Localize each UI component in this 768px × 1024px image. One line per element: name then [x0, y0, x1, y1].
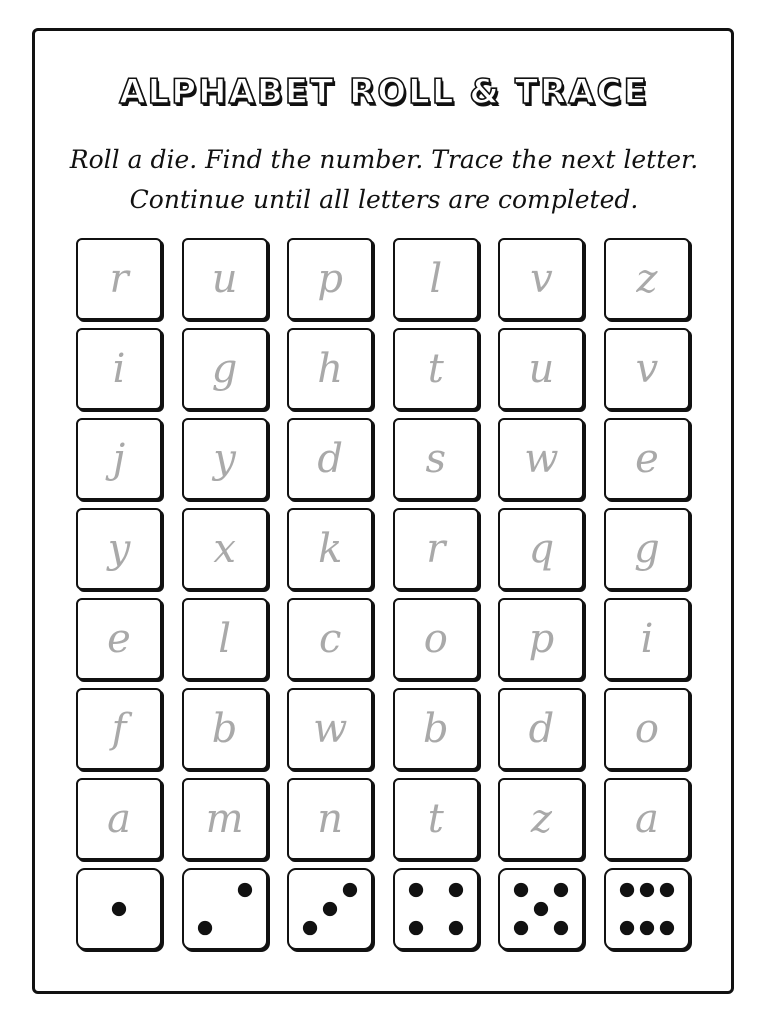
pip — [237, 883, 251, 897]
letter-box[interactable] — [182, 688, 268, 770]
letter-box[interactable] — [604, 508, 690, 590]
trace-letter: n — [317, 796, 344, 842]
letter-grid — [76, 238, 690, 860]
dice-row — [76, 868, 690, 950]
letter-box[interactable] — [76, 688, 162, 770]
letter-box[interactable] — [393, 328, 479, 410]
die-face-5 — [498, 868, 584, 950]
die-face-2 — [182, 868, 268, 950]
trace-letter: p — [528, 616, 555, 662]
trace-letter: t — [427, 796, 444, 842]
die-pips — [78, 870, 160, 948]
trace-letter: k — [318, 526, 343, 572]
letter-box[interactable] — [393, 508, 479, 590]
trace-letter: e — [635, 436, 659, 482]
letter-box[interactable] — [76, 418, 162, 500]
letter-box[interactable] — [182, 508, 268, 590]
pip — [514, 921, 528, 935]
letter-box[interactable] — [393, 238, 479, 320]
letter-box[interactable] — [604, 778, 690, 860]
trace-letter: l — [218, 616, 231, 662]
letter-box[interactable] — [604, 688, 690, 770]
letter-box[interactable] — [498, 688, 584, 770]
pip — [197, 921, 211, 935]
trace-letter: i — [640, 616, 654, 662]
trace-letter: h — [317, 346, 344, 392]
pip — [449, 883, 463, 897]
trace-letter: w — [524, 436, 559, 482]
letter-box[interactable] — [498, 598, 584, 680]
letter-box[interactable] — [604, 598, 690, 680]
trace-letter: u — [528, 346, 555, 392]
pip — [640, 921, 654, 935]
pip — [640, 883, 654, 897]
letter-box[interactable] — [498, 238, 584, 320]
letter-box[interactable] — [498, 328, 584, 410]
letter-box[interactable] — [604, 418, 690, 500]
pip — [660, 921, 674, 935]
letter-box[interactable] — [76, 238, 162, 320]
trace-letter: z — [530, 796, 552, 842]
trace-letter: x — [213, 526, 236, 572]
page-title: ALPHABET ROLL & TRACE — [119, 72, 649, 112]
instruction-line-2: Continue until all letters are completed. — [129, 185, 639, 214]
die-pips — [395, 870, 477, 948]
trace-letter: r — [109, 256, 129, 302]
pip — [660, 883, 674, 897]
letter-box[interactable] — [287, 238, 373, 320]
letter-box[interactable] — [498, 778, 584, 860]
die-pips — [606, 870, 688, 948]
pip — [554, 921, 568, 935]
letter-box[interactable] — [182, 238, 268, 320]
letter-box[interactable] — [393, 598, 479, 680]
pip — [620, 883, 634, 897]
trace-letter: b — [422, 706, 449, 752]
trace-letter: l — [429, 256, 443, 302]
letter-box[interactable] — [287, 778, 373, 860]
letter-box[interactable] — [287, 418, 373, 500]
pip — [554, 883, 568, 897]
pip — [112, 902, 126, 916]
trace-letter: v — [635, 346, 659, 392]
die-face-6 — [604, 868, 690, 950]
letter-box[interactable] — [498, 418, 584, 500]
trace-letter: e — [107, 616, 131, 662]
letter-box[interactable] — [76, 508, 162, 590]
die-face-3 — [287, 868, 373, 950]
letter-box[interactable] — [182, 328, 268, 410]
trace-letter: c — [318, 616, 342, 662]
pip — [409, 883, 423, 897]
die-pips — [184, 870, 266, 948]
trace-letter: v — [530, 256, 553, 302]
trace-letter: j — [112, 436, 126, 482]
die-face-1 — [76, 868, 162, 950]
die-face-4 — [393, 868, 479, 950]
trace-letter: a — [635, 796, 659, 842]
letter-box[interactable] — [76, 598, 162, 680]
trace-letter: r — [426, 526, 446, 572]
letter-box[interactable] — [287, 688, 373, 770]
instruction-line-1: Roll a die. Find the number. Trace the next letter. — [69, 145, 699, 174]
trace-letter: b — [211, 706, 238, 752]
pip — [303, 921, 317, 935]
pip — [409, 921, 423, 935]
pip — [323, 902, 337, 916]
pip — [620, 921, 634, 935]
trace-letter: a — [107, 796, 131, 842]
trace-letter: q — [528, 526, 555, 572]
trace-letter: o — [423, 616, 448, 662]
letter-box[interactable] — [393, 688, 479, 770]
pip — [514, 883, 528, 897]
trace-letter: g — [634, 526, 660, 572]
die-pips — [289, 870, 371, 948]
letter-box[interactable] — [182, 418, 268, 500]
letter-box[interactable] — [182, 778, 268, 860]
trace-letter: i — [112, 346, 126, 392]
letter-box[interactable] — [287, 328, 373, 410]
trace-letter: s — [425, 436, 447, 482]
trace-letter: d — [528, 706, 555, 752]
letter-box[interactable] — [76, 778, 162, 860]
letter-box[interactable] — [604, 238, 690, 320]
trace-letter: g — [211, 346, 238, 392]
letter-box[interactable] — [182, 598, 268, 680]
pip — [449, 921, 463, 935]
trace-letter: m — [205, 796, 244, 842]
trace-letter: f — [111, 706, 127, 752]
die-pips — [500, 870, 582, 948]
trace-letter: y — [213, 436, 236, 482]
letter-box[interactable] — [287, 508, 373, 590]
trace-letter: y — [107, 526, 131, 572]
letter-box[interactable] — [287, 598, 373, 680]
trace-letter: o — [634, 706, 660, 752]
letter-box[interactable] — [393, 418, 479, 500]
letter-box[interactable] — [76, 328, 162, 410]
instructions — [0, 140, 768, 220]
trace-letter: u — [211, 256, 238, 302]
trace-letter: p — [317, 256, 343, 302]
pip — [343, 883, 357, 897]
trace-letter: d — [317, 436, 343, 482]
trace-letter: t — [427, 346, 444, 392]
letter-box[interactable] — [498, 508, 584, 590]
letter-box[interactable] — [393, 778, 479, 860]
letter-box[interactable] — [604, 328, 690, 410]
pip — [534, 902, 548, 916]
trace-letter: w — [313, 706, 348, 752]
trace-letter: z — [636, 256, 658, 302]
